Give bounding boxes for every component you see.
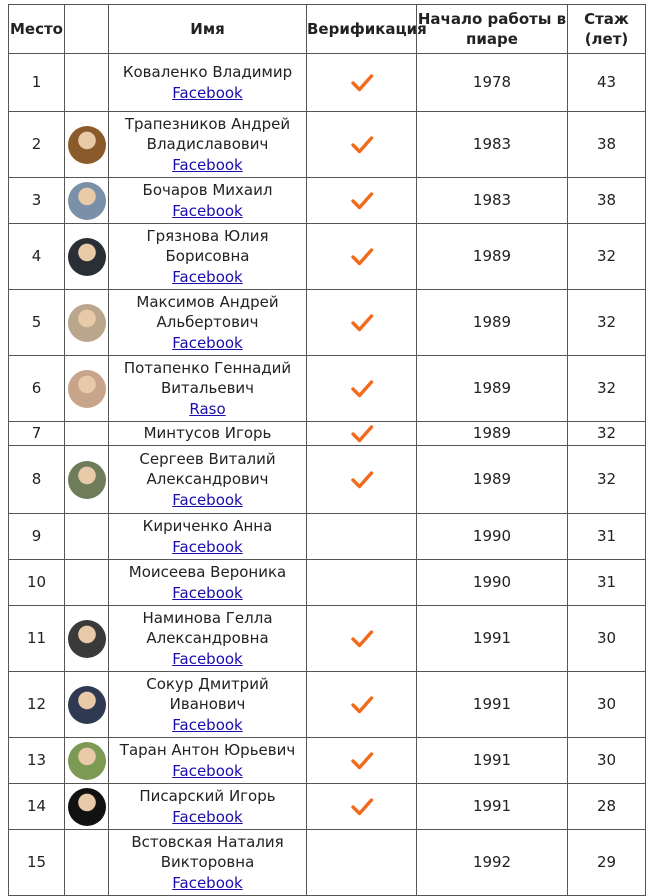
place-cell xyxy=(9,178,65,224)
profile-link[interactable]: Facebook xyxy=(172,155,243,174)
person-name-line: Александрович xyxy=(146,470,269,489)
experience-cell xyxy=(568,112,646,178)
experience-years: 43 xyxy=(596,73,617,92)
table-row xyxy=(9,290,646,356)
avatar-cell xyxy=(65,446,109,514)
start-year: 1991 xyxy=(472,629,512,648)
profile-link[interactable]: Facebook xyxy=(172,83,243,102)
verification-cell xyxy=(307,514,417,560)
experience-cell xyxy=(568,784,646,830)
name-cell xyxy=(109,514,307,560)
check-icon xyxy=(350,695,374,715)
name-cell xyxy=(109,738,307,784)
place-number: 1 xyxy=(31,73,42,92)
name-cell xyxy=(109,356,307,422)
person-name-line: Встовская Наталия xyxy=(131,832,284,851)
table-row xyxy=(9,112,646,178)
person-name-line: Бочаров Михаил xyxy=(142,181,273,199)
experience-cell xyxy=(568,446,646,514)
experience-years: 32 xyxy=(596,379,617,398)
place-number: 11 xyxy=(26,629,47,648)
place-number: 14 xyxy=(26,797,47,816)
start-year: 1989 xyxy=(472,470,512,489)
experience-years: 29 xyxy=(596,853,617,872)
start-year: 1989 xyxy=(472,424,512,443)
place-cell xyxy=(9,514,65,560)
profile-link[interactable]: Raso xyxy=(189,399,226,418)
verification-cell xyxy=(307,784,417,830)
header-avatar xyxy=(65,5,109,54)
start-year: 1991 xyxy=(472,797,512,816)
name-cell xyxy=(109,606,307,672)
table-row xyxy=(9,356,646,422)
person-name-line: Таран Антон Юрьевич xyxy=(119,741,296,759)
place-number: 2 xyxy=(31,135,42,154)
check-icon xyxy=(350,191,374,211)
name-cell xyxy=(109,784,307,830)
place-cell xyxy=(9,784,65,830)
profile-link[interactable]: Facebook xyxy=(172,761,243,780)
profile-link[interactable]: Facebook xyxy=(172,537,243,556)
table-row xyxy=(9,514,646,560)
start-year-cell xyxy=(417,830,568,896)
table-row xyxy=(9,830,646,896)
experience-years: 30 xyxy=(596,629,617,648)
name-cell xyxy=(109,830,307,896)
verification-cell xyxy=(307,422,417,446)
place-number: 7 xyxy=(31,424,42,443)
person-name-line: Борисовна xyxy=(165,247,250,266)
start-year-cell xyxy=(417,178,568,224)
start-year-cell xyxy=(417,224,568,290)
avatar xyxy=(68,182,106,220)
table-row xyxy=(9,422,646,446)
start-year: 1983 xyxy=(472,135,512,154)
name-cell xyxy=(109,446,307,514)
avatar-cell xyxy=(65,514,109,560)
name-cell xyxy=(109,290,307,356)
start-year-cell xyxy=(417,112,568,178)
verification-cell xyxy=(307,112,417,178)
avatar xyxy=(68,686,106,724)
start-year: 1989 xyxy=(472,313,512,332)
start-year: 1990 xyxy=(472,527,512,546)
person-name-line: Викторовна xyxy=(160,853,255,872)
name-cell xyxy=(109,224,307,290)
avatar-cell xyxy=(65,672,109,738)
verification-cell xyxy=(307,606,417,672)
avatar xyxy=(68,788,106,826)
place-cell xyxy=(9,224,65,290)
avatar-cell xyxy=(65,738,109,784)
person-name-line: Трапезников Андрей xyxy=(124,114,291,133)
person-name-line: Сокур Дмитрий xyxy=(146,674,269,693)
profile-link[interactable]: Facebook xyxy=(172,201,243,220)
person-name-line: Альбертович xyxy=(156,313,259,332)
place-cell xyxy=(9,560,65,606)
verification-cell xyxy=(307,560,417,606)
profile-link[interactable]: Facebook xyxy=(172,267,243,286)
table-row xyxy=(9,784,646,830)
table-row xyxy=(9,738,646,784)
place-number: 3 xyxy=(31,191,42,210)
experience-years: 30 xyxy=(596,751,617,770)
table-row xyxy=(9,54,646,112)
header-name: Имя xyxy=(109,5,307,54)
experience-cell xyxy=(568,422,646,446)
person-name-line: Владиславович xyxy=(146,135,269,154)
verification-cell xyxy=(307,738,417,784)
place-number: 10 xyxy=(26,573,47,592)
start-year-cell xyxy=(417,738,568,784)
start-year-cell xyxy=(417,54,568,112)
start-year: 1990 xyxy=(472,573,512,592)
ranking-table xyxy=(8,4,646,896)
avatar-cell xyxy=(65,290,109,356)
name-cell xyxy=(109,422,307,446)
table-row xyxy=(9,672,646,738)
avatar xyxy=(68,370,106,408)
profile-link[interactable]: Facebook xyxy=(172,583,243,602)
header-start-year: Начало работы в пиаре xyxy=(417,5,568,54)
place-number: 6 xyxy=(31,379,42,398)
person-name-line: Сергеев Виталий xyxy=(139,449,276,468)
check-icon xyxy=(350,73,374,93)
experience-years: 32 xyxy=(596,470,617,489)
start-year: 1989 xyxy=(472,379,512,398)
experience-cell xyxy=(568,224,646,290)
avatar-cell xyxy=(65,606,109,672)
profile-link[interactable]: Facebook xyxy=(172,807,243,826)
person-name-line: Потапенко Геннадий xyxy=(123,358,292,377)
start-year-cell xyxy=(417,672,568,738)
name-cell xyxy=(109,672,307,738)
table-row xyxy=(9,606,646,672)
check-icon xyxy=(350,379,374,399)
person-name-line: Кириченко Анна xyxy=(142,517,273,535)
experience-years: 32 xyxy=(596,313,617,332)
check-icon xyxy=(350,470,374,490)
table-row xyxy=(9,446,646,514)
avatar-cell xyxy=(65,784,109,830)
check-icon xyxy=(350,247,374,267)
avatar xyxy=(68,238,106,276)
verification-cell xyxy=(307,290,417,356)
person-name-line: Витальевич xyxy=(160,379,255,398)
avatar xyxy=(68,126,106,164)
experience-cell xyxy=(568,178,646,224)
place-cell xyxy=(9,830,65,896)
verification-cell xyxy=(307,356,417,422)
place-number: 8 xyxy=(31,470,42,489)
experience-years: 28 xyxy=(596,797,617,816)
experience-years: 32 xyxy=(596,424,617,443)
verification-cell xyxy=(307,178,417,224)
profile-link[interactable]: Facebook xyxy=(172,490,243,509)
place-number: 4 xyxy=(31,247,42,266)
experience-cell xyxy=(568,738,646,784)
avatar-cell xyxy=(65,830,109,896)
header-experience: Стаж (лет) xyxy=(568,5,646,54)
avatar-cell xyxy=(65,224,109,290)
check-icon xyxy=(350,424,374,444)
place-cell xyxy=(9,422,65,446)
avatar-cell xyxy=(65,54,109,112)
start-year: 1989 xyxy=(472,247,512,266)
profile-link[interactable]: Facebook xyxy=(172,715,243,734)
avatar-cell xyxy=(65,560,109,606)
name-cell xyxy=(109,54,307,112)
person-name-line: Коваленко Владимир xyxy=(122,63,293,81)
avatar xyxy=(68,461,106,499)
profile-link[interactable]: Facebook xyxy=(172,873,243,892)
start-year-cell xyxy=(417,606,568,672)
verification-cell xyxy=(307,672,417,738)
verification-cell xyxy=(307,830,417,896)
start-year: 1991 xyxy=(472,695,512,714)
start-year-cell xyxy=(417,560,568,606)
check-icon xyxy=(350,629,374,649)
place-number: 9 xyxy=(31,527,42,546)
experience-years: 30 xyxy=(596,695,617,714)
verification-cell xyxy=(307,446,417,514)
avatar xyxy=(68,620,106,658)
place-cell xyxy=(9,606,65,672)
avatar-cell xyxy=(65,422,109,446)
person-name-line: Александровна xyxy=(146,629,269,648)
start-year: 1978 xyxy=(472,73,512,92)
person-name-line: Грязнова Юлия xyxy=(146,226,269,245)
name-cell xyxy=(109,112,307,178)
person-name-line: Писарский Игорь xyxy=(139,787,276,805)
person-name-line: Минтусов Игорь xyxy=(143,424,272,443)
avatar-cell xyxy=(65,178,109,224)
experience-cell xyxy=(568,830,646,896)
check-icon xyxy=(350,797,374,817)
place-number: 15 xyxy=(26,853,47,872)
verification-cell xyxy=(307,224,417,290)
start-year-cell xyxy=(417,784,568,830)
start-year-cell xyxy=(417,356,568,422)
start-year-cell xyxy=(417,290,568,356)
verification-cell xyxy=(307,54,417,112)
table-row xyxy=(9,224,646,290)
experience-cell xyxy=(568,290,646,356)
place-cell xyxy=(9,356,65,422)
start-year-cell xyxy=(417,446,568,514)
experience-years: 38 xyxy=(596,191,617,210)
experience-cell xyxy=(568,514,646,560)
name-cell xyxy=(109,560,307,606)
check-icon xyxy=(350,135,374,155)
place-cell xyxy=(9,54,65,112)
check-icon xyxy=(350,313,374,333)
place-cell xyxy=(9,672,65,738)
check-icon xyxy=(350,751,374,771)
experience-cell xyxy=(568,672,646,738)
experience-cell xyxy=(568,560,646,606)
experience-years: 31 xyxy=(596,527,617,546)
header-row xyxy=(9,5,646,54)
person-name-line: Максимов Андрей xyxy=(136,292,279,311)
name-cell xyxy=(109,178,307,224)
experience-cell xyxy=(568,606,646,672)
place-number: 13 xyxy=(26,751,47,770)
start-year: 1983 xyxy=(472,191,512,210)
place-cell xyxy=(9,738,65,784)
place-number: 12 xyxy=(26,695,47,714)
place-cell xyxy=(9,112,65,178)
avatar xyxy=(68,304,106,342)
experience-years: 31 xyxy=(596,573,617,592)
experience-cell xyxy=(568,356,646,422)
avatar-cell xyxy=(65,112,109,178)
table-row xyxy=(9,178,646,224)
person-name-line: Наминова Гелла xyxy=(142,608,273,627)
place-cell xyxy=(9,446,65,514)
start-year-cell xyxy=(417,422,568,446)
start-year-cell xyxy=(417,514,568,560)
profile-link[interactable]: Facebook xyxy=(172,649,243,668)
table-row xyxy=(9,560,646,606)
place-cell xyxy=(9,290,65,356)
start-year: 1991 xyxy=(472,751,512,770)
header-place: Место xyxy=(9,5,65,54)
avatar xyxy=(68,742,106,780)
place-number: 5 xyxy=(31,313,42,332)
experience-years: 38 xyxy=(596,135,617,154)
start-year: 1992 xyxy=(472,853,512,872)
experience-years: 32 xyxy=(596,247,617,266)
header-verification: Верификация xyxy=(307,5,417,54)
profile-link[interactable]: Facebook xyxy=(172,333,243,352)
avatar-cell xyxy=(65,356,109,422)
experience-cell xyxy=(568,54,646,112)
person-name-line: Иванович xyxy=(169,695,246,714)
person-name-line: Моисеева Вероника xyxy=(128,563,287,581)
